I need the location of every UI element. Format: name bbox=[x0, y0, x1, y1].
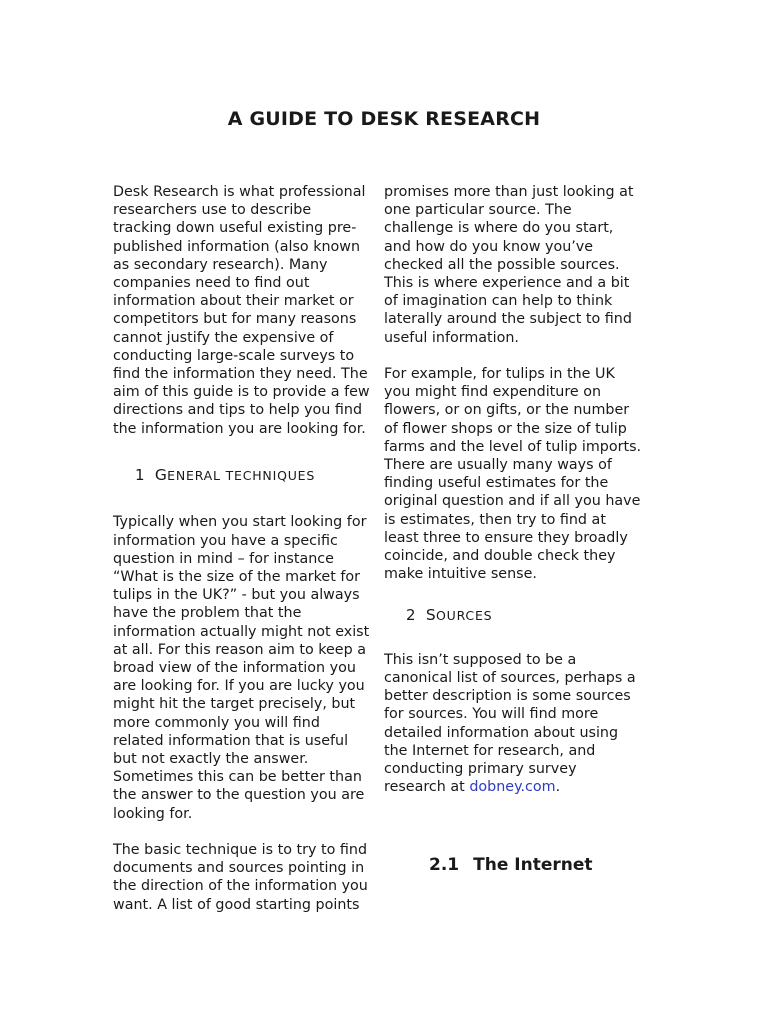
left-column bbox=[113, 183, 385, 914]
section-heading-general-techniques bbox=[113, 466, 385, 485]
dobney-link[interactable]: dobney.com bbox=[469, 779, 556, 796]
section-number: 1 bbox=[135, 466, 145, 485]
page-title: A GUIDE TO DESK RESEARCH bbox=[227, 108, 541, 130]
techniques-paragraph: Typically when you start looking for information you have a specific question in mind – for instance “What is the size of the market for tulips in the UK?” - but you always have the problem that the information actually might not exist at all. For this reason aim to keep a broad view of the information you are looking for. If you are lucky you might hit the target precisely, but more commonly you will find related information that is useful but not exactly the answer. Sometimes this can be better than the answer to the question you are looking for. bbox=[113, 514, 370, 822]
sources-paragraph-text: This isn’t supposed to be a canonical list of sources, perhaps a better description is some sources for sources. You will find more detailed information about using the Internet for research, and conducting primary survey research at bbox=[384, 651, 636, 796]
section-heading-initial: S bbox=[425, 605, 436, 624]
section-number: 2 bbox=[406, 605, 416, 624]
subsection-heading-internet bbox=[384, 856, 659, 874]
section-heading-text: ENERAL TECHNIQUES bbox=[167, 468, 316, 484]
sources-paragraph-end: . bbox=[555, 779, 561, 796]
basic-technique-paragraph: The basic technique is to try to find documents and sources pointing in the direction of the information you want. A list of good starting points bbox=[113, 842, 368, 913]
section-heading-initial: G bbox=[154, 466, 168, 485]
right-column bbox=[384, 183, 659, 875]
tulips-example-paragraph: For example, for tulips in the UK you might find expenditure on flowers, or on gifts, or the number of flower shops or the size of tulip farms and the level of tulip imports. There are usually many ways of finding useful estimates for the original question and if all you have is estimates, then try to find at least three to ensure they broadly coincide, and double check they make intuitive sense. bbox=[384, 366, 642, 583]
section-heading-text: OURCES bbox=[435, 607, 493, 623]
intro-paragraph: Desk Research is what professional researchers use to describe tracking down useful existing pre- published information (also known as secondary research). Many companies need to find out information about their market or competitors but for many reasons cannot justify the expensive of conducting large-scale surveys to find the information they need. The aim of this guide is to provide a few directions and tips to help you find the information you are looking for. bbox=[113, 184, 370, 437]
subsection-heading-text: The Internet bbox=[473, 855, 593, 876]
sources-paragraph bbox=[384, 651, 659, 797]
sources-intro-paragraph: promises more than just looking at one particular source. The challenge is where do you start, and how do you know you’ve checked all the possible sources. This is where experience and a bit of imagination can help to think laterally around the subject to find useful information. bbox=[384, 184, 634, 346]
subsection-number: 2.1 bbox=[429, 855, 460, 876]
section-heading-sources bbox=[384, 606, 659, 625]
